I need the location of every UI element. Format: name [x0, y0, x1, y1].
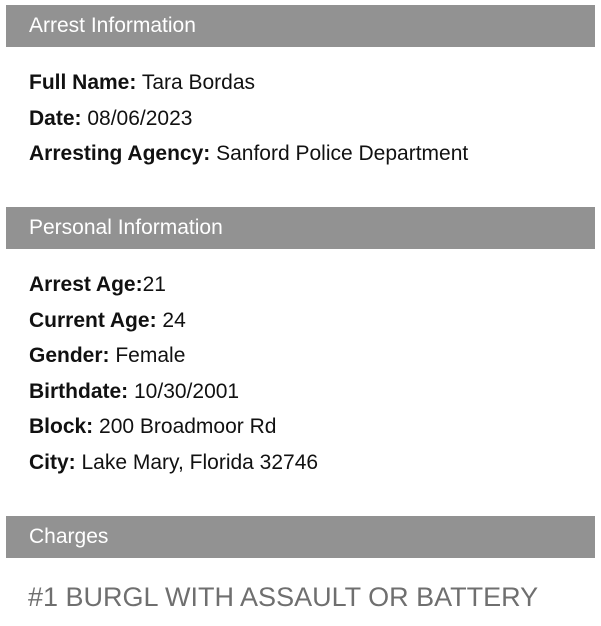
- arrest-information-header: Arrest Information: [6, 5, 595, 47]
- full-name-label: Full Name:: [29, 71, 137, 94]
- current-age-value: 24: [156, 308, 186, 332]
- arresting-agency-field: [29, 136, 595, 172]
- personal-information-header: Personal Information: [6, 207, 595, 249]
- gender-field: [29, 338, 595, 374]
- gender-value: Female: [109, 344, 186, 367]
- full-name-value: Tara Bordas: [136, 71, 256, 94]
- personal-information-fields: [6, 249, 595, 480]
- charge-item: #1 BURGL WITH ASSAULT OR BATTERY: [28, 582, 539, 612]
- gender-label: Gender:: [29, 344, 110, 367]
- charges-section: [6, 516, 595, 613]
- birthdate-label: Birthdate:: [29, 379, 129, 403]
- arrest-date-label: Date:: [29, 106, 82, 130]
- current-age-label: Current Age:: [29, 308, 157, 332]
- city-value: Lake Mary, Florida 32746: [75, 450, 319, 474]
- birthdate-value: 10/30/2001: [128, 379, 240, 403]
- block-value: 200 Broadmoor Rd: [93, 415, 277, 438]
- city-field: [29, 445, 595, 481]
- block-field: [29, 409, 595, 445]
- block-label: Block:: [29, 415, 94, 438]
- arrest-date-field: [29, 101, 595, 137]
- arrest-date-value: 08/06/2023: [81, 106, 193, 130]
- birthdate-field: [29, 374, 595, 410]
- arrest-age-field: [29, 267, 595, 303]
- full-name-field: [29, 65, 595, 101]
- arrest-age-value: 21: [142, 273, 166, 296]
- current-age-field: [29, 303, 595, 339]
- arresting-agency-value: Sanford Police Department: [210, 142, 469, 165]
- arrest-information-section: [6, 5, 595, 172]
- city-label: City:: [29, 450, 76, 474]
- charges-header: Charges: [6, 516, 595, 558]
- personal-information-section: [6, 207, 595, 480]
- arresting-agency-label: Arresting Agency:: [29, 142, 211, 165]
- arrest-age-label: Arrest Age:: [29, 273, 143, 296]
- arrest-information-fields: [6, 47, 595, 172]
